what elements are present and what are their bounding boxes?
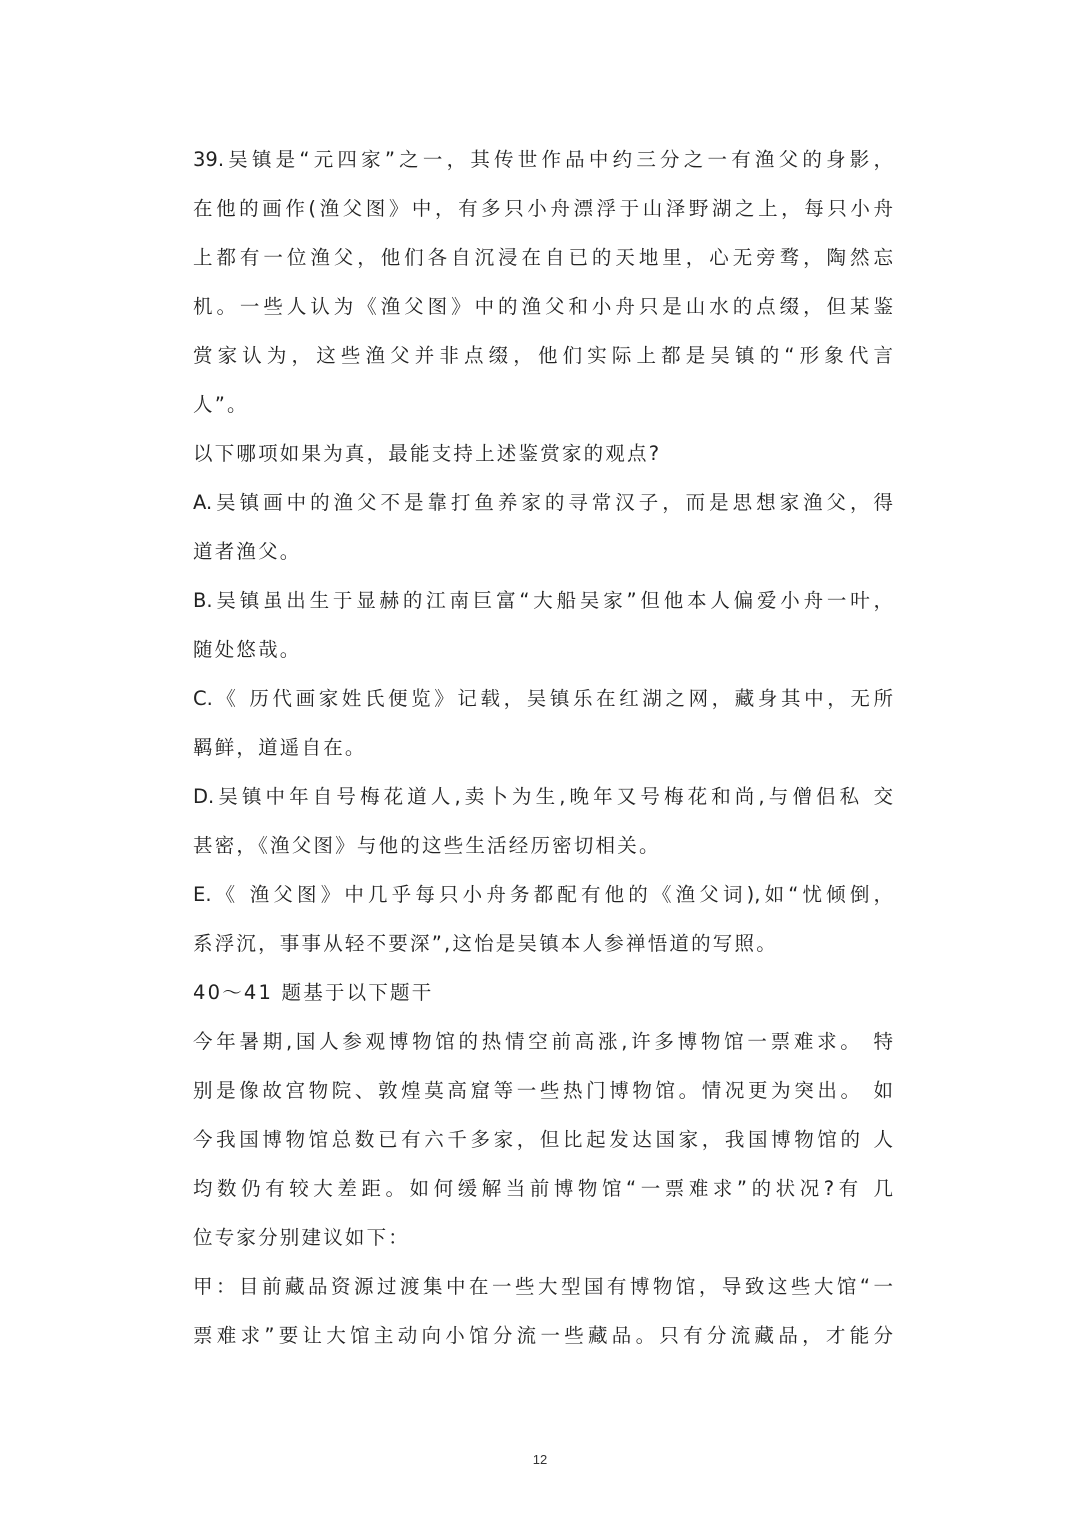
option-d-line: D.吴镇中年自号梅花道人,卖卜为生,晚年又号梅花和尚,与僧侣私 交: [193, 785, 893, 808]
section-stem-line: 今年暑期,国人参观博物馆的热情空前高涨,许多博物馆一票难求。 特: [193, 1030, 893, 1053]
option-e: [193, 870, 893, 968]
option-a: [193, 478, 893, 576]
question-39-stem-line: 赏家认为，这些渔父并非点缀，他们实际上都是吴镇的“形象代言: [193, 344, 893, 367]
option-b-line: 随处悠哉。: [193, 638, 302, 661]
option-b-line: B.吴镇虽出生于显赫的江南巨富“大船吴家”但他本人偏爱小舟一叶，: [193, 589, 893, 612]
option-e-line: E.《 渔父图》中几乎每只小舟务都配有他的《渔父词),如“忧倾倒，: [193, 883, 893, 906]
page-number: 12: [532, 1452, 548, 1467]
question-39-prompt: 以下哪项如果为真，最能支持上述鉴赏家的观点?: [193, 442, 662, 465]
option-c-line: 羁鲜，道遥自在。: [193, 736, 367, 759]
section-stem-line: 均数仍有较大差距。如何缓解当前博物馆“一票难求”的状况?有 几: [193, 1177, 893, 1200]
option-e-line: 系浮沉，事事从轻不要深”,这怡是吴镇本人参禅悟道的写照。: [193, 932, 778, 955]
expert-jia-line: 甲：目前藏品资源过渡集中在一些大型国有博物馆，导致这些大馆“一: [193, 1275, 893, 1298]
question-39-stem-line: 上都有一位渔父，他们各自沉浸在自已的天地里，心无旁骛，陶然忘: [193, 246, 893, 269]
section-stem-line: 别是像故宫物院、敦煌莫高窟等一些热门博物馆。情况更为突出。 如: [193, 1079, 893, 1102]
expert-jia-line: 票难求”要让大馆主动向小馆分流一些藏品。只有分流藏品，才能分: [193, 1324, 893, 1347]
option-b: [193, 576, 893, 674]
option-d: [193, 772, 893, 870]
question-39-stem-line: 在他的画作(渔父图》中，有多只小舟漂浮于山泽野湖之上，每只小舟: [193, 197, 893, 220]
option-a-line: A.吴镇画中的渔父不是靠打鱼养家的寻常汉子，而是思想家渔父，得: [193, 491, 893, 514]
option-c-line: C.《 历代画家姓氏便览》记载，吴镇乐在红湖之网，藏身其中，无所: [193, 687, 893, 710]
section-stem-line: 今我国博物馆总数已有六千多家，但比起发达国家，我国博物馆的 人: [193, 1128, 893, 1151]
option-a-line: 道者渔父。: [193, 540, 302, 563]
page-content: [193, 135, 893, 1360]
question-39-stem: [193, 135, 893, 429]
option-d-line: 甚密，《渔父图》与他的这些生活经历密切相关。: [193, 834, 661, 857]
question-39-stem-line: 39.吴镇是“元四家”之一，其传世作品中约三分之一有渔父的身影，: [193, 148, 893, 171]
option-c: [193, 674, 893, 772]
question-39-stem-line: 人”。: [193, 393, 249, 416]
question-39-stem-line: 机。一些人认为《渔父图》中的渔父和小舟只是山水的点缀，但某鉴: [193, 295, 893, 318]
section-40-41-stem: [193, 1017, 893, 1262]
expert-jia-paragraph: [193, 1262, 893, 1360]
section-40-41-heading: 40～41 题基于以下题干: [193, 981, 434, 1004]
section-stem-line: 位专家分别建议如下：: [193, 1226, 411, 1249]
